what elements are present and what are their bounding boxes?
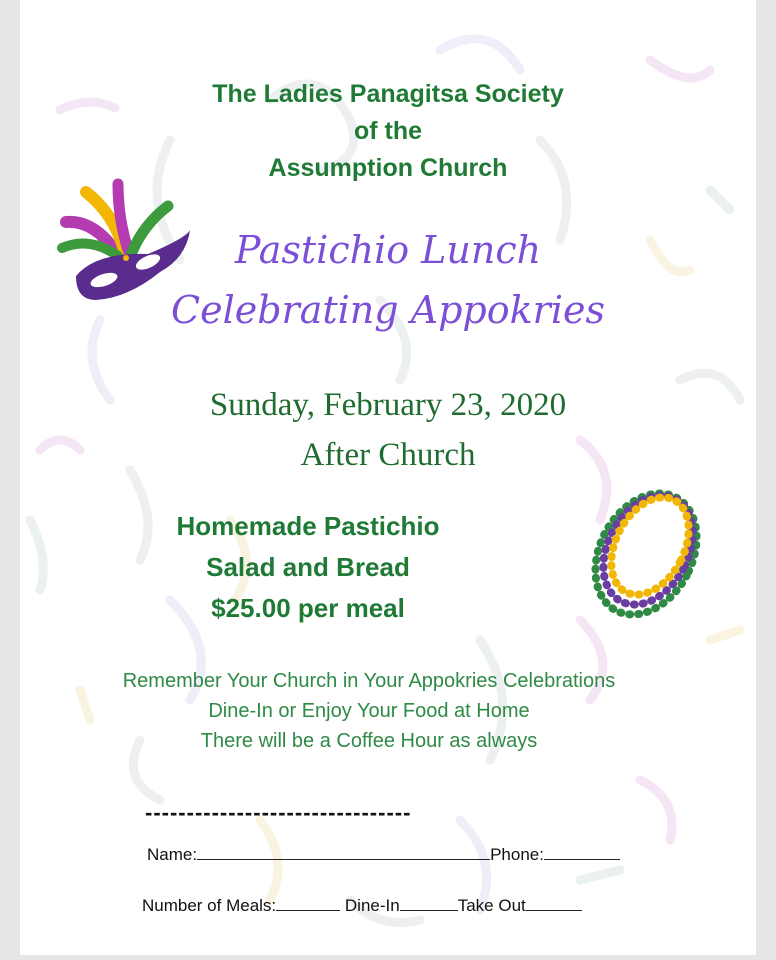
meals-label: Number of Meals:	[142, 896, 277, 915]
dine-in-label: Dine-In	[344, 896, 400, 915]
name-label: Name:	[147, 845, 198, 864]
name-field[interactable]	[197, 845, 490, 860]
take-out-label: Take Out	[457, 896, 526, 915]
event-date: Sunday, February 23, 2020	[209, 387, 567, 423]
name-row	[147, 845, 620, 865]
bead-necklace-icon	[586, 478, 706, 628]
meals-field[interactable]	[276, 896, 340, 911]
menu-item-salad: Salad and Bread	[206, 552, 410, 582]
organization-line-3: Assumption Church	[268, 154, 508, 182]
menu-item-pastichio: Homemade Pastichio	[176, 511, 440, 541]
event-time: After Church	[300, 437, 476, 473]
event-title: Pastichio Lunch	[234, 228, 542, 272]
organization-line-1: The Ladies Panagitsa Society	[212, 80, 564, 108]
event-subtitle: Celebrating Appokries	[171, 288, 605, 332]
note-line-3: There will be a Coffee Hour as always	[200, 730, 538, 752]
take-out-field[interactable]	[526, 896, 582, 911]
flyer-page	[20, 0, 756, 955]
phone-field[interactable]	[544, 845, 620, 860]
phone-label: Phone:	[490, 845, 544, 864]
note-line-2: Dine-In or Enjoy Your Food at Home	[208, 700, 530, 722]
organization-name	[20, 76, 756, 187]
order-row	[142, 896, 582, 916]
note-line-1: Remember Your Church in Your Appokries Celebrations	[122, 670, 616, 692]
cut-line-divider: --------------------------------	[145, 800, 412, 825]
dine-in-field[interactable]	[400, 896, 458, 911]
organization-line-2: of the	[353, 117, 423, 145]
menu-price: $25.00 per meal	[211, 593, 405, 623]
